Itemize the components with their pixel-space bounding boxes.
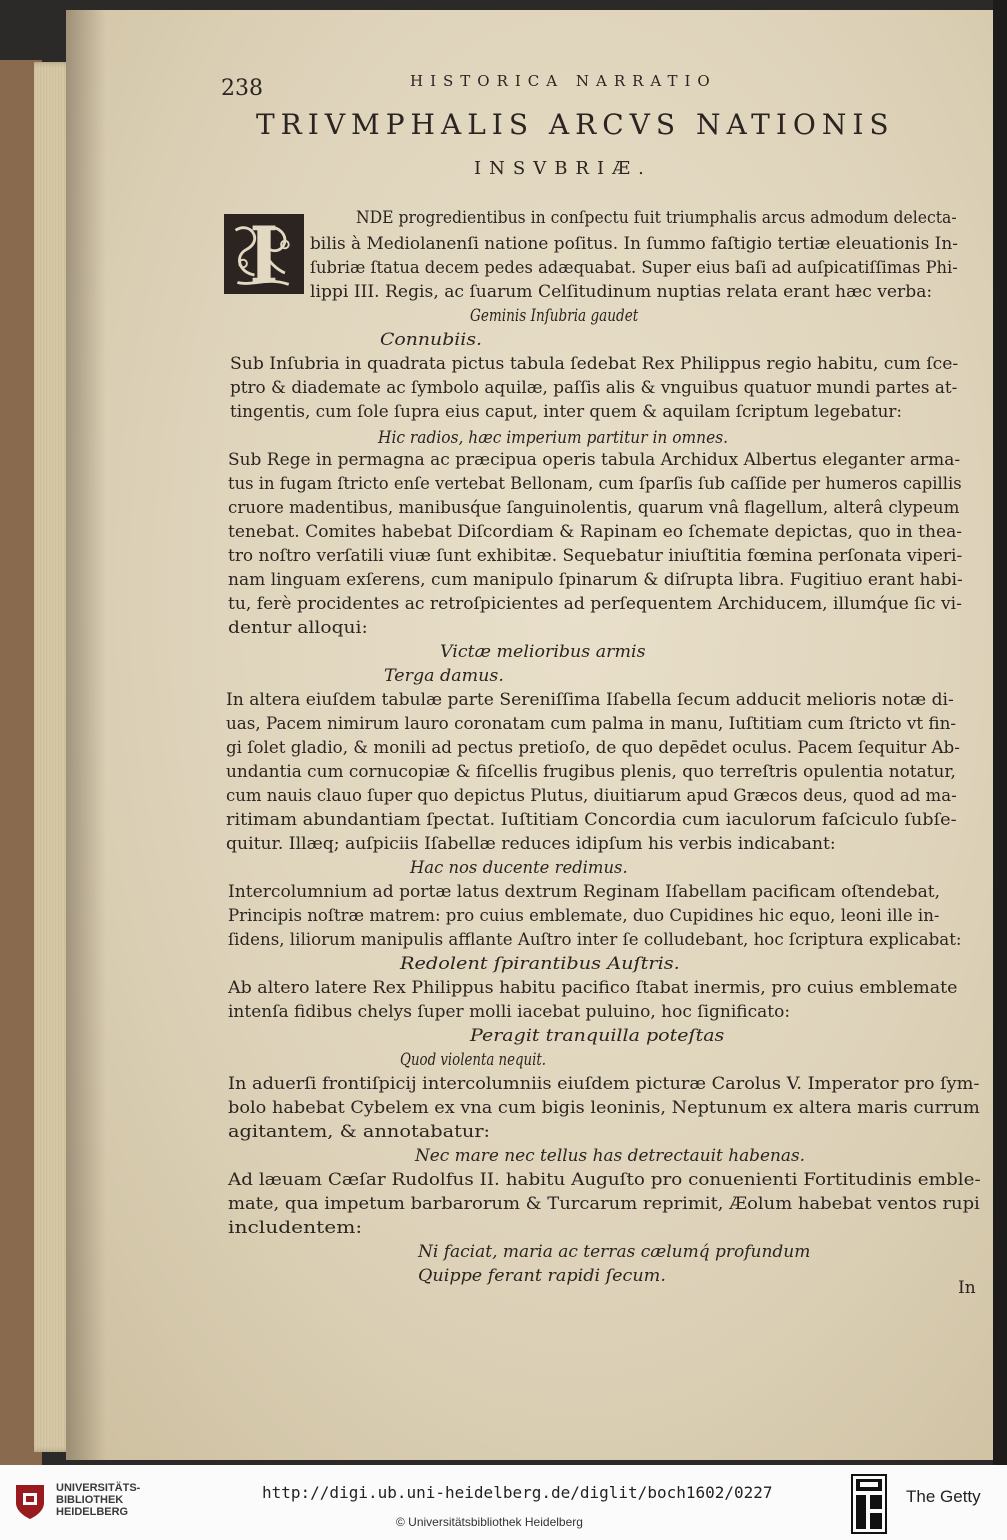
text-line: lippi III. Regis, ac ſuarum Celſitudinum nuptias relata erant hæc verba: xyxy=(310,282,933,302)
running-head: HISTORICA NARRATIO xyxy=(410,72,717,90)
institution-name-line1: UNIVERSITÄTS- xyxy=(56,1482,141,1494)
verse-line: Ni faciat, maria ac terras cælumq́ profundum xyxy=(418,1242,811,1262)
text-line: quitur. Illæq; auſpiciis Iſabellæ reduces idipſum his verbis indicabant: xyxy=(226,834,836,854)
text-line: bilis à Mediolanenſi natione poſitus. In ſummo faſtigio tertiæ eleuationis In- xyxy=(310,234,958,254)
text-line: ſidens, liliorum manipulis afflante Auſtro inter ſe colludebant, hoc ſcriptura explicabat: xyxy=(228,930,962,950)
institution-name xyxy=(56,1482,140,1518)
text-line: Principis noſtræ matrem: pro cuius emblemate, duo Cupidines hic equo, leoni ille in- xyxy=(228,906,940,926)
text-line: agitantem, & annotabatur: xyxy=(228,1122,491,1142)
text-line: dentur alloqui: xyxy=(228,618,368,638)
institution-name-line3: HEIDELBERG xyxy=(56,1506,129,1518)
text-line: nam linguam exſerens, cum manipulo ſpinarum & diſrupta libra. Fugitiuo erant habi- xyxy=(228,570,963,590)
text-line: Ab altero latere Rex Philippus habitu pacifico ſtabat inermis, pro cuius emblemate xyxy=(228,978,958,998)
verse-line: Hac nos ducente redimus. xyxy=(410,858,628,878)
copyright-notice: © Universitätsbibliothek Heidelberg xyxy=(396,1515,583,1529)
verse-line: Nec mare nec tellus has detrectauit habenas. xyxy=(415,1146,806,1166)
getty-logo-icon xyxy=(850,1473,888,1535)
gutter-shadow xyxy=(66,10,106,1460)
viewer-footer xyxy=(0,1465,1007,1540)
text-line: Ad læuam Cæſar Rudolfus II. habitu Auguſto pro conuenienti Fortitudinis emble- xyxy=(228,1170,981,1190)
decorated-initial-i xyxy=(224,214,304,294)
text-line: bolo habebat Cybelem ex vna cum bigis leoninis, Neptunum ex altera maris currum xyxy=(228,1098,980,1118)
verse-line: Quod violenta nequit. xyxy=(400,1050,547,1070)
text-line: mate, qua impetum barbarorum & Turcarum reprimit, Æolum habebat ventos rupi xyxy=(228,1194,980,1214)
text-line: tu, ferè procidentes ac retroſpicientes ad perſequentem Archiducem, illumq́ue ſic vi- xyxy=(228,594,962,614)
verse-line: Redolent ſpirantibus Auſtris. xyxy=(400,954,680,974)
text-line: Sub Rege in permagna ac præcipua operis tabula Archidux Albertus eleganter arma- xyxy=(228,450,961,470)
section-title: TRIVMPHALIS ARCVS NATIONIS xyxy=(256,108,895,141)
text-line: cum nauis clauo ſuper quo depictus Plutus, diuitiarum apud Græcos deus, quod ad ma- xyxy=(226,786,957,806)
section-subtitle: INSVBRIÆ. xyxy=(474,158,652,179)
text-line: undantia cum cornucopiæ & fiſcellis frugibus plenis, quo terreſtris opulentia notatur, xyxy=(226,762,956,782)
text-line: includentem: xyxy=(228,1218,363,1238)
university-seal-icon xyxy=(12,1481,48,1521)
page-number: 238 xyxy=(221,76,263,101)
text-line: Intercolumnium ad portæ latus dextrum Reginam Iſabellam pacificam oſtendebat, xyxy=(228,882,941,902)
institution-name-line2: BIBLIOTHEK xyxy=(56,1494,124,1506)
text-line: ptro & diademate ac ſymbolo aquilæ, paſſis alis & vnguibus quatuor mundi partes at- xyxy=(230,378,958,398)
verse-line: Hic radios, hæc imperium partitur in omnes. xyxy=(378,428,729,448)
text-line: gi ſolet gladio, & monili ad pectus pretioſo, de quo depēdet oculus. Pacem ſequitur Ab- xyxy=(226,738,960,758)
text-line: tingentis, cum ſole ſupra eius caput, inter quem & aquilam ſcriptum legebatur: xyxy=(230,402,903,422)
text-line: In altera eiuſdem tabulæ parte Sereniſſima Iſabella ſecum adducit melioris notæ di- xyxy=(226,690,954,710)
text-line: ſubriæ ſtatua decem pedes adæquabat. Super eius baſi ad auſpicatiſſimas Phi- xyxy=(310,258,958,278)
verse-line: Terga damus. xyxy=(384,666,504,686)
verse-line: Connubiis. xyxy=(380,330,483,350)
text-line: NDE progredientibus in conſpectu fuit triumphalis arcus admodum delecta- xyxy=(356,208,957,228)
text-line: tro noſtro verſatili viuæ ſunt exhibitæ. Sequebatur iniuſtitia fœmina perſonata viperi- xyxy=(228,546,963,566)
text-line: tenebat. Comites habebat Diſcordiam & Rapinam eo ſchemate depictas, quo in thea- xyxy=(228,522,963,542)
verse-line: Geminis Inſubria gaudet xyxy=(470,306,639,326)
text-line: uas, Pacem nimirum lauro coronatam cum palma in manu, Iuſtitiam cum ſtricto vt fin- xyxy=(226,714,957,734)
text-line: ritimam abundantiam ſpectat. Iuſtitiam Concordia cum iaculorum faſciculo ſubſe- xyxy=(226,810,957,830)
verse-line: Quippe ferant rapidi ſecum. xyxy=(418,1266,666,1286)
verse-line: Peragit tranquilla poteſtas xyxy=(470,1026,725,1046)
text-line: cruore madentibus, manibusq́ue ſanguinolentis, quarum vnâ flagellum, alterâ clypeum xyxy=(228,498,960,518)
text-line: intenſa fidibus chelys ſuper molli iacebat puluino, hoc ſignificato: xyxy=(228,1002,791,1022)
verse-line: Victæ melioribus armis xyxy=(440,642,646,662)
catchword: In xyxy=(958,1278,976,1298)
permalink-url[interactable]: http://digi.ub.uni-heidelberg.de/diglit/boch1602/0227 xyxy=(262,1483,773,1502)
text-line: tus in fugam ſtricto enſe vertebat Bellonam, cum ſparſis ſub caſſide per humeros capillis xyxy=(228,474,962,494)
scan-border xyxy=(993,0,1007,1465)
text-line: In aduerſi frontiſpicij intercolumniis eiuſdem picturæ Carolus V. Imperator pro ſym- xyxy=(228,1074,980,1094)
text-line: Sub Inſubria in quadrata pictus tabula ſedebat Rex Philippus regio habitu, cum ſce- xyxy=(230,354,959,374)
partner-name: The Getty xyxy=(906,1487,981,1506)
